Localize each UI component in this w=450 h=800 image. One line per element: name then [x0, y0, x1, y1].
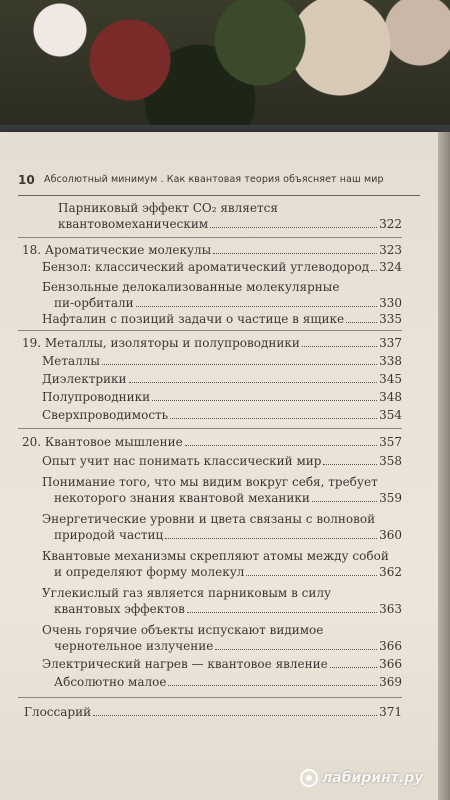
toc-page-number: 337 [379, 336, 402, 350]
toc-entry-text: квантовомеханическим [58, 217, 209, 231]
toc-entry-line [42, 622, 323, 638]
labirint-logo-icon [300, 769, 318, 787]
toc-page-number: 366 [379, 639, 402, 653]
leader-dots [129, 371, 378, 383]
toc-entry-text: Абсолютно малое [54, 675, 167, 689]
leader-dots [346, 311, 377, 323]
toc-entry [42, 353, 402, 369]
toc-page-number: 338 [379, 354, 402, 368]
toc-page-number: 357 [379, 435, 402, 449]
leader-dots [170, 407, 377, 419]
toc-glossary [24, 704, 402, 720]
leader-dots [102, 353, 377, 365]
leader-dots [136, 295, 378, 307]
leader-dots [168, 674, 377, 686]
running-header [18, 173, 420, 196]
toc-entry-text: Бензольные делокализованные молекулярные [42, 280, 340, 294]
section-divider [18, 330, 402, 331]
toc-entry-text: Парниковый эффект CO₂ является [58, 201, 278, 215]
toc-page-number: 362 [379, 565, 402, 579]
toc-page-number: 363 [379, 602, 402, 616]
toc-entry-line [42, 474, 378, 490]
watermark [300, 766, 440, 790]
toc-entry-line [42, 548, 389, 564]
leader-dots [165, 527, 377, 539]
toc-entry-text: Бензол: классический ароматический углеводород [42, 260, 370, 274]
toc-entry-text: Диэлектрики [42, 372, 127, 386]
page-number: 10 [18, 173, 35, 187]
toc-entry [54, 674, 402, 690]
toc-entry-text: и определяют форму молекул [54, 565, 245, 579]
leader-dots [323, 453, 377, 465]
section-divider [18, 428, 402, 429]
toc-entry [54, 601, 402, 617]
toc-entry-text: некоторого знания квантовой механики [54, 491, 310, 505]
toc-page-number: 360 [379, 528, 402, 542]
toc-entry [54, 564, 402, 580]
leader-dots [187, 601, 377, 613]
toc-entry-text: природой частиц [54, 528, 164, 542]
toc-entry [42, 656, 402, 672]
running-title: Абсолютный минимум . Как квантовая теория объясняет наш мир [44, 174, 384, 185]
toc-entry-text: Металлы [42, 354, 100, 368]
toc-page-number: 345 [379, 372, 402, 386]
toc-entry-text: чернотельное излучение [54, 639, 214, 653]
toc-page-number: 335 [379, 312, 402, 326]
toc-page-number: 324 [379, 260, 402, 274]
toc-chapter-title: 19. Металлы, изоляторы и полупроводники [22, 336, 300, 350]
toc-entry-text: Сверхпроводимость [42, 408, 169, 422]
toc-page-number: 322 [379, 217, 402, 231]
leader-dots [302, 335, 377, 347]
leader-dots [210, 216, 377, 228]
toc-page-number: 366 [379, 657, 402, 671]
toc-chapter [22, 434, 402, 450]
toc-chapter [22, 242, 402, 258]
toc-entry-text: Опыт учит нас понимать классический мир [42, 454, 322, 468]
toc-entry [42, 311, 402, 327]
toc-entry-text: Нафталин с позиций задачи о частице в ящике [42, 312, 345, 326]
leader-dots [93, 704, 377, 716]
toc-entry [54, 490, 402, 506]
toc-entry [42, 453, 402, 469]
background-fabric [0, 0, 450, 140]
toc-page-number: 359 [379, 491, 402, 505]
toc-entry-text: квантовых эффектов [54, 602, 185, 616]
toc-page-number: 369 [379, 675, 402, 689]
leader-dots [246, 564, 377, 576]
toc-entry-text: Энергетические уровни и цвета связаны с волновой [42, 512, 376, 526]
leader-dots [330, 656, 377, 668]
toc-entry [54, 527, 402, 543]
toc-entry-line [42, 511, 375, 527]
toc-entry [42, 371, 402, 387]
toc-chapter-title: 18. Ароматические молекулы [22, 243, 212, 257]
toc-page-number: 348 [379, 390, 402, 404]
toc-chapter-title: 20. Квантовое мышление [22, 435, 183, 449]
toc-entry-text: Очень горячие объекты испускают видимое [42, 623, 324, 637]
page-edge [438, 132, 450, 800]
leader-dots [371, 259, 377, 271]
section-divider [18, 697, 402, 698]
toc-entry [58, 216, 402, 232]
leader-dots [185, 434, 377, 446]
toc-entry-text: Квантовые механизмы скрепляют атомы между собой [42, 549, 389, 563]
toc-entry-line [42, 585, 331, 601]
toc-entry-text: Глоссарий [24, 705, 92, 719]
toc-entry-text: Полупроводники [42, 390, 151, 404]
toc-entry-text: Понимание того, что мы видим вокруг себя, требует [42, 475, 378, 489]
toc-page-number: 323 [379, 243, 402, 257]
toc-entry [54, 638, 402, 654]
section-divider [18, 237, 402, 238]
toc-entry [42, 389, 402, 405]
watermark-text: лабиринт.ру [322, 770, 424, 786]
toc-page-number: 354 [379, 408, 402, 422]
toc-chapter [22, 335, 402, 351]
leader-dots [152, 389, 377, 401]
leader-dots [213, 242, 377, 254]
toc-page-number: 358 [379, 454, 402, 468]
toc-entry-line [42, 279, 339, 295]
leader-dots [312, 490, 377, 502]
leader-dots [215, 638, 377, 650]
toc-entry-line [58, 200, 278, 216]
toc-entry-text: Углекислый газ является парниковым в силу [42, 586, 332, 600]
toc-entry [42, 407, 402, 423]
toc-entry-text: Электрический нагрев — квантовое явление [42, 657, 328, 671]
toc-page-number: 371 [379, 705, 402, 719]
toc-entry-text: пи-орбитали [54, 296, 134, 310]
toc-page-number: 330 [379, 296, 402, 310]
toc-entry [42, 259, 402, 275]
toc-entry [54, 295, 402, 311]
